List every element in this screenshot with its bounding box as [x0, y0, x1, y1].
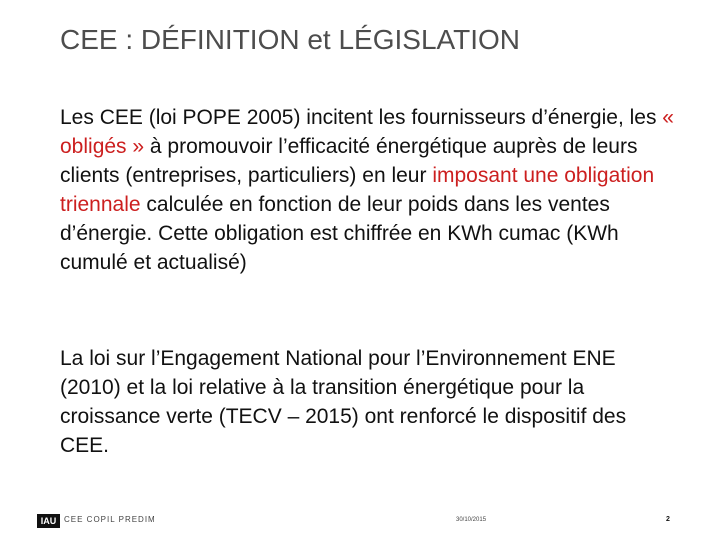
para1-text-2: à promouvoir l’efficacité énergétique auprès de leurs clients (entreprises, particuliers) en leur: [60, 135, 638, 187]
para1-text-1: Les CEE (loi POPE 2005) incitent les fournisseurs d’énergie, les: [60, 106, 663, 129]
para1-highlight-obliges: « obligés »: [60, 106, 674, 158]
footer-date: 30/10/2015: [456, 517, 487, 523]
paragraph-cee-definition: [60, 103, 680, 277]
para1-text-3: calculée en fonction de leur poids dans les ventes d’énergie. Cette obligation est chiffrée en KWh cumac (KWh cumulé et actualisé): [60, 193, 619, 274]
page-number: 2: [666, 516, 670, 523]
footer-text: CEE COPIL PREDIM: [64, 515, 156, 524]
paragraph-legislation: La loi sur l’Engagement National pour l’Environnement ENE (2010) et la loi relative à la transition énergétique pour la croissance verte (TECV – 2015) ont renforcé le dispositif des CEE.: [60, 347, 627, 457]
para1-highlight-obligation: imposant une obligation triennale: [60, 164, 655, 216]
page-title: CEE : DÉFINITION et LÉGISLATION: [60, 24, 521, 55]
footer-logo: IAU: [37, 514, 60, 528]
